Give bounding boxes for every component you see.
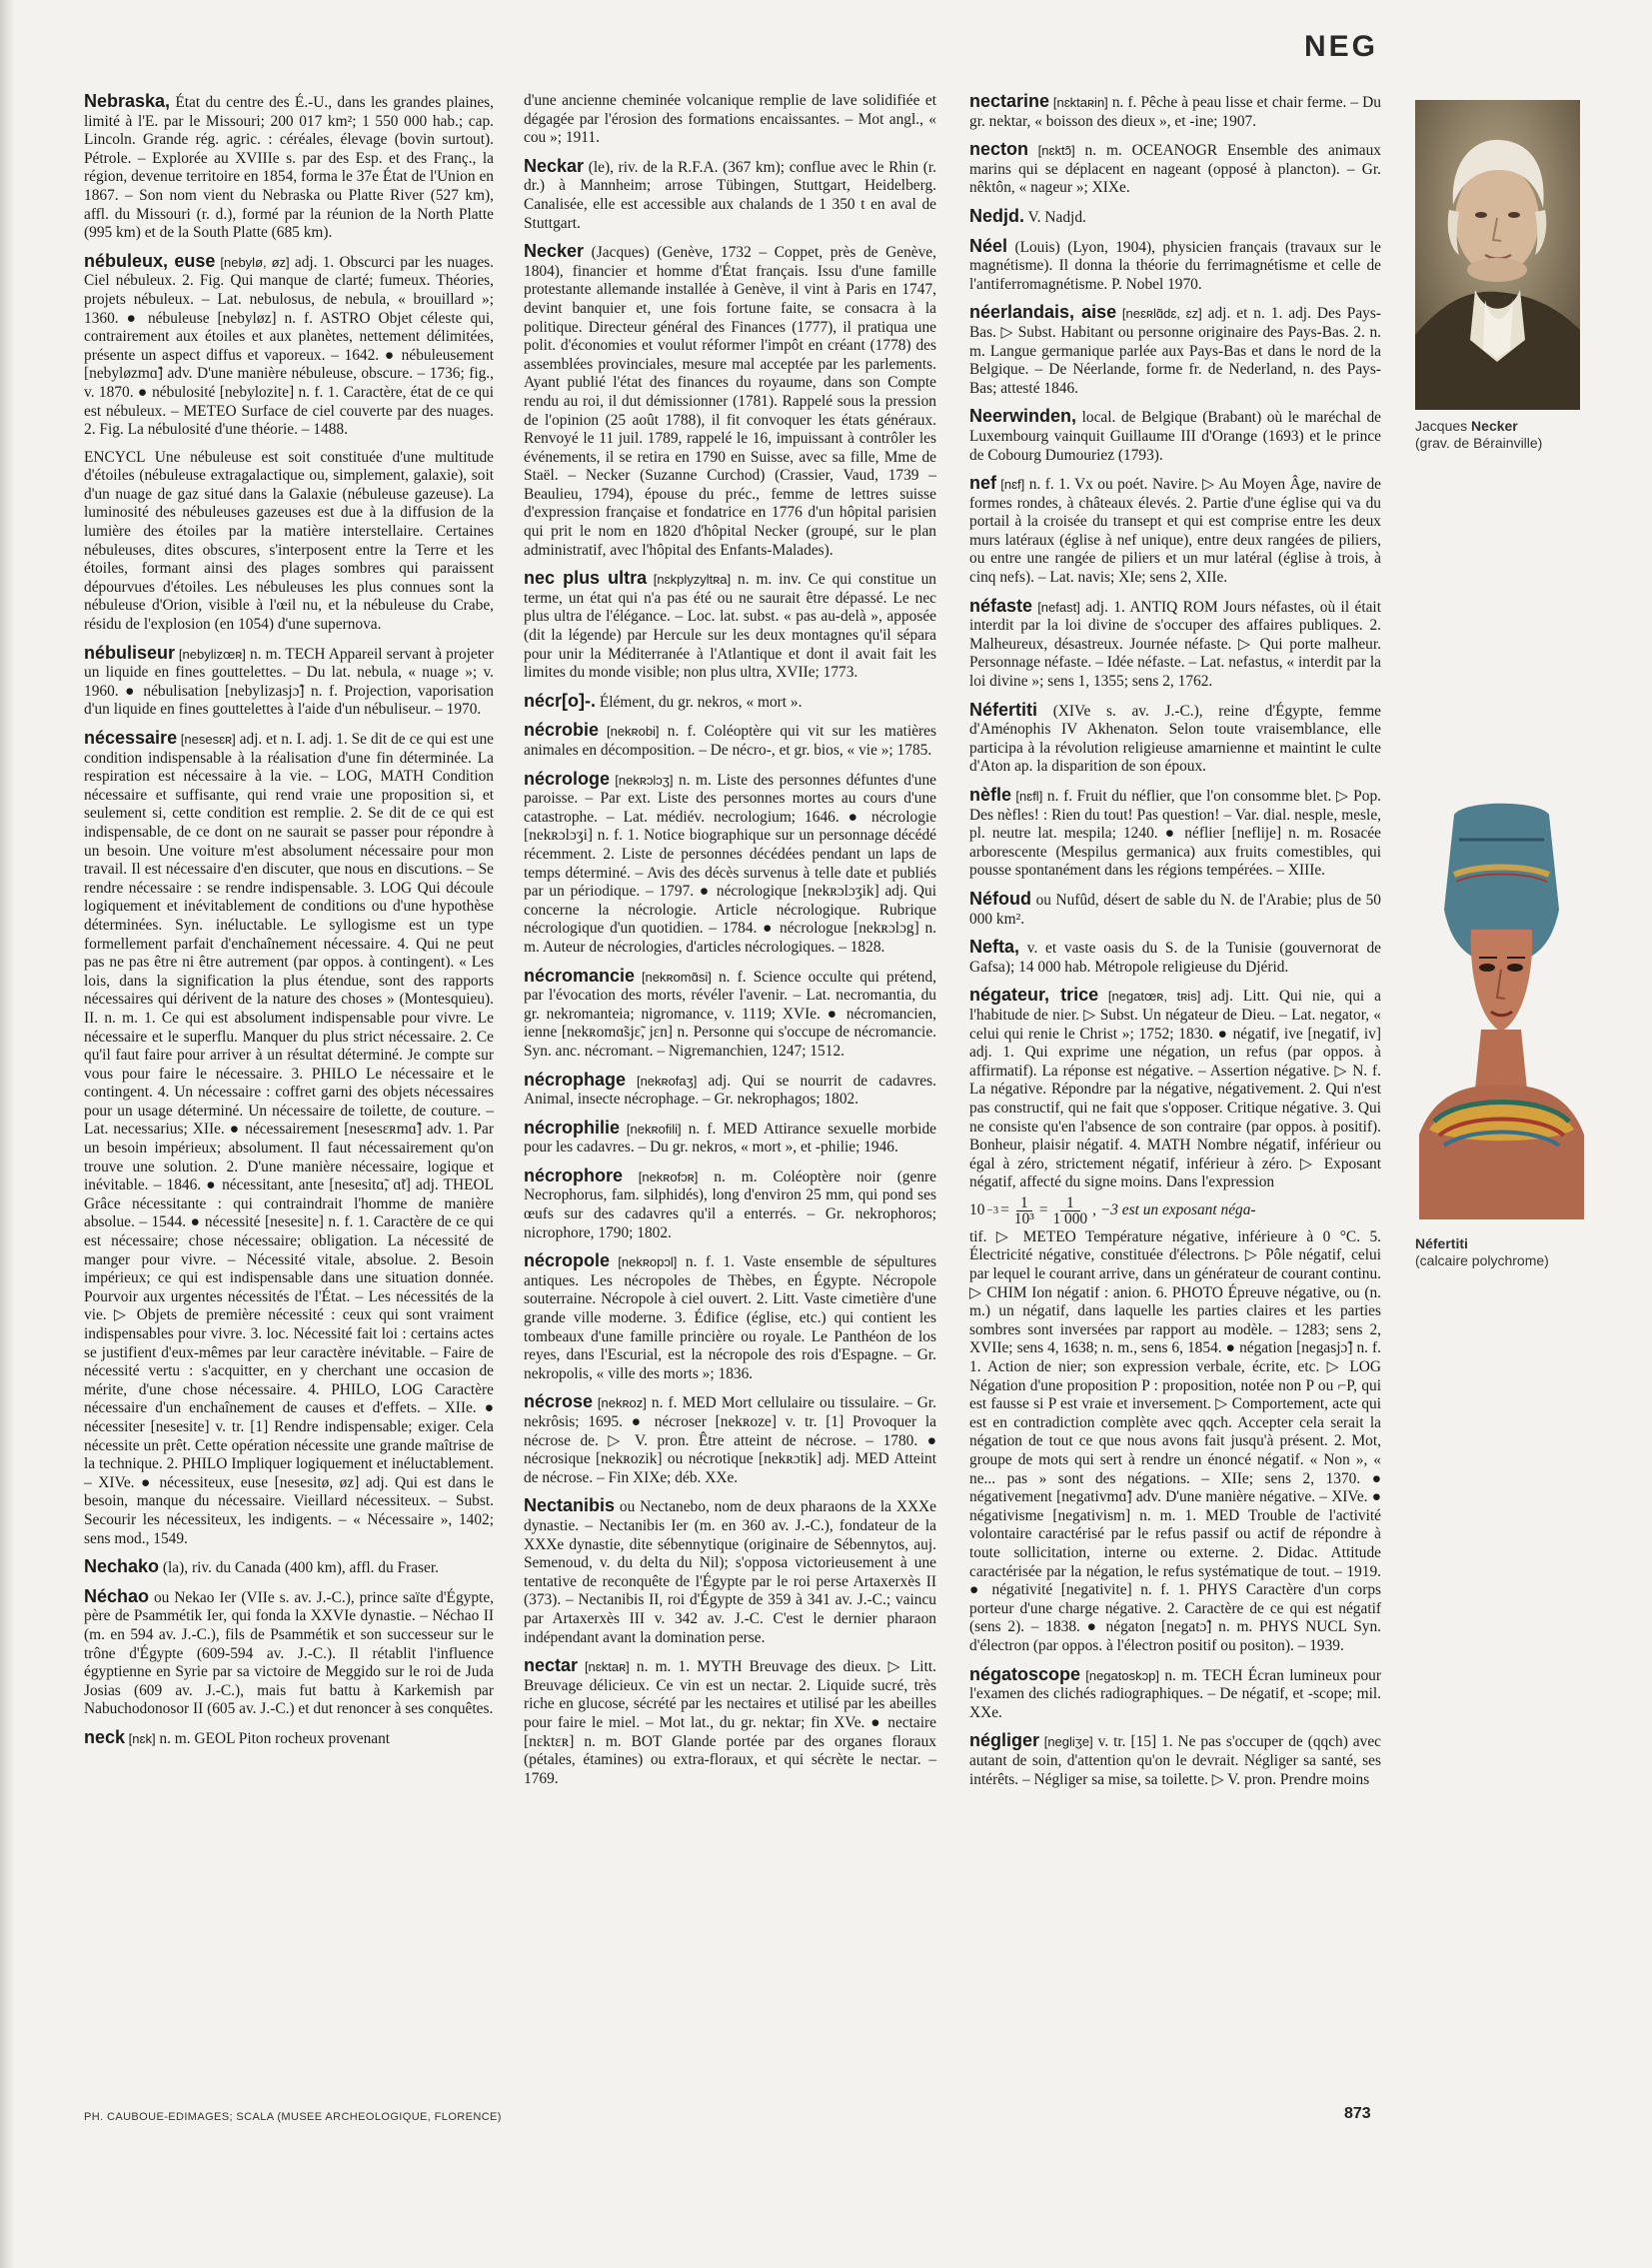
entry-definition: n. f. Pêche à peau lisse et chair ferme. – Du gr. nektar, « boisson des dieux », et -ine; 1907.: [969, 94, 1381, 130]
dictionary-entry: [524, 242, 936, 560]
nefertiti-caption-bold: Néfertiti: [1415, 1235, 1468, 1251]
entry-definition: ou Nekao Ier (VIIe s. av. J.-C.), prince saïte d'Égypte, père de Psammétik Ier, qui fonda la XXVIe dynastie. – Néchao II (m. en 594 av. J.-C.), fils de Psammétik et son successeur sur le trône d'Égypte (609-594 av. J.-C.). Il rétablit l'influence égyptienne en Syrie par sa victoire de Meggido sur le roi de Juda Josias (609 av. J.-C.), mais fut battu à Karkemish par Nabuchodonosor II (605 av. J.-C.) et dut renoncer à ses conquêtes.: [84, 1588, 494, 1718]
nefertiti-caption-sub: (calcaire polychrome): [1415, 1252, 1549, 1268]
formula-equals: =: [1000, 1201, 1009, 1219]
formula-fraction-1: [1014, 1195, 1034, 1226]
dictionary-entry: [524, 569, 936, 683]
necker-portrait-graphic: [1415, 100, 1580, 410]
entry-headword: Néel: [969, 235, 1008, 256]
entry-headword: Necker: [524, 241, 585, 262]
dictionary-entry: [524, 967, 936, 1062]
entry-headword: nec plus ultra: [524, 568, 648, 589]
entry-definition: local. de Belgique (Brabant) où le maréchal de Luxembourg vainquit Guillaume III d'Orange (1693) et le prince de Cobourg Dumouriez (1793).: [969, 409, 1381, 464]
dictionary-entry: [969, 890, 1381, 929]
dictionary-entry: [84, 1728, 494, 1749]
entry-pronunciation: [nesesɛʀ]: [177, 732, 236, 747]
entry-pronunciation: [nekʀomɑ̃si]: [635, 969, 712, 985]
dictionary-entry: [524, 721, 936, 760]
entry-definition: adj. et n. I. adj. 1. Se dit de ce qui est une condition indispensable à la réalisation d'une fin déterminée. La respiration est nécessaire à la vie. – LOG, MATH Condition nécessaire et suffisante, qui rend vraie une proposition si, et seulement si, cette condition est remplie. 2. Se dit de ce qui est indispensable, de ce dont on ne saurait se passer pour répondre à un besoin. Une voiture m'est absolument nécessaire pour mon travail. Il est nécessaire d'en discuter, que nous en discutions. – Se rendre nécessaire : se rendre indispensable. 3. LOG Qui découle logiquement et inévitablement de conditions ou d'une hypothèse déterminées. Syn. inéluctable. Le syllogisme est un type formellement parfait d'enchaînement nécessaire. 4. Qui ne peut pas ne pas être ni être autrement (par oppos. à contingent). « Les lois, dans la signification la plus étendue, sont des rapports nécessaires qui dérivent de la nature des choses » (Montesquieu). II. n. m. 1. Ce qui est absolument indispensable pour vivre. Le nécessaire et le superflu. Manquer du plus strict nécessaire. 2. Ce qu'il faut faire pour arriver à un résultat déterminé. Je compte sur vous pour faire le nécessaire. 3. PHILO Le nécessaire et le contingent. 4. Un nécessaire : coffret garni des objets nécessaires pour un usage déterminé. Un nécessaire de toilette, de couture. – Lat. necessarius; XIIe. ● nécessairement [nesesɛʀmɑ̃] adv. 1. Par un besoin impérieux; absolument. Il faut nécessairement qu'on trouve une solution. 2. D'une manière nécessaire, logique et inévitable. – 1846. ● nécessitant, ante [nesesitɑ̃, ɑ̃t] adj. THEOL Grâce nécessitante : qui contraindrait l'homme de manière absolue. – 1544. ● nécessité [nesesite] n. f. 1. Caractère de ce qui est nécessaire; chose nécessaire; obligation. La nécessité de manger pour vivre. – Nécessité vitale, absolue. 2. Besoin impérieux; ce qui est indispensable dans une situation donnée. Pourvoir aux urgentes nécessités de l'État. – Les nécessités de la vie. ▷ Objets de première nécessité : ceux qui sont vraiment indispensables pour vivre. 3. loc. Nécessité fait loi : certains actes se justifient d'eux-mêmes par leur caractère inévitable. – Faire de nécessité vertu : s'acquitter, en y cherchant une occasion de mérite, d'une chose nécessaire. 4. PHILO, LOG Caractère nécessaire d'un enchaînement de causes et d'effets. – XIIe. ● nécessiter [nesesite] v. tr. [1] Rendre indispensable; exiger. Cela nécessite un prêt. Cette opération nécessite une grande maîtrise de la technique. 2. PHILO Impliquer logiquement et inéluctablement. – XIVe. ● nécessiteux, euse [nesesitø, øz] adj. Qui est dans le besoin, manque du nécessaire. Vieillard nécessiteux. – Subst. Secourir les nécessiteux, les indigents. – « Nécessaire », 1402; sens mod., 1549.: [84, 731, 494, 1547]
entry-headword: nécrose: [524, 1391, 594, 1412]
formula-equals-2: =: [1038, 1201, 1048, 1219]
dictionary-entry: [524, 1166, 936, 1242]
formula-numerator-1: 1: [1016, 1195, 1032, 1211]
dictionary-entry: [969, 407, 1381, 465]
entry-headword: nécrophage: [524, 1069, 627, 1090]
dictionary-entry: [84, 1557, 494, 1578]
dictionary-entry: [524, 770, 936, 958]
entry-headword: Nebraska,: [84, 91, 171, 111]
entry-pronunciation: [nɛktaʀin]: [1049, 95, 1108, 110]
entry-headword: Neckar: [524, 155, 585, 176]
dictionary-entry: [524, 1392, 936, 1487]
entry-pronunciation: [negatoskɔp]: [1080, 1667, 1159, 1683]
entry-definition: adj. Qui se nourrit de cadavres. Animal, insecte nécrophage. – Gr. nekrophagos; 1802.: [524, 1072, 936, 1109]
entry-pronunciation: [nekʀoz]: [593, 1395, 647, 1411]
entry-pronunciation: [nebylizœʀ]: [175, 646, 246, 662]
entry-headword: nécr[o]-.: [524, 690, 596, 711]
dictionary-entry: [524, 1251, 936, 1383]
entry-definition: (XIVe s. av. J.-C.), reine d'Égypte, femme d'Aménophis IV Akhenaton. Selon toute vraisemblance, elle participa à la révolution religieuse amarnienne et maintint le culte d'Aton ap. la disparition de son époux.: [969, 702, 1381, 776]
entry-definition: n. f. Science occulte qui prétend, par l'évocation des morts, révéler l'avenir. – Lat. necromantia, du gr. nekromanteia; nigromance, v. 1119; XVIe. ● nécromancien, ienne [nekʀomɑ̃sjɛ̃, jɛn] n. Personne qui s'occupe de nécromancie. Syn. anc. nécromant. – Nigremanchien, 1247; 1512.: [524, 968, 936, 1060]
entry-headword: nébuliseur: [84, 642, 176, 663]
entry-definition: adj. 1. ANTIQ ROM Jours néfastes, où il était interdit par la loi divine de s'occuper des affaires publiques. 2. Malheureux, désastreux. Journée néfaste. ▷ Qui porte malheur. Personnage néfaste. – Idée néfaste. – Lat. nefastus, « interdit par la loi divine »; sens 1, 1355; sens 2, 1762.: [969, 598, 1381, 691]
page-number: 873: [1344, 2105, 1371, 2122]
entry-definition: V. Nadjd.: [1024, 208, 1086, 226]
dictionary-entry: [969, 786, 1381, 881]
dictionary-entry: [969, 597, 1381, 692]
column-3: [969, 92, 1381, 1798]
entry-headword: négatoscope: [969, 1663, 1081, 1684]
dictionary-entry: [969, 986, 1381, 1192]
entry-pronunciation: [nɛktaʀ]: [578, 1659, 630, 1675]
dictionary-entry: [969, 1228, 1381, 1656]
dictionary-entry: [524, 692, 936, 713]
necker-caption-name: Jacques: [1415, 418, 1468, 434]
dictionary-entry: [84, 92, 494, 243]
entry-definition: v. tr. [15] 1. Ne pas s'occuper de (qqch) avec autant de soin, d'attention qu'on le devrait. Négliger sa santé, ses intérêts. – Négliger sa mise, sa toilette. ▷ V. pron. Prendre moins: [969, 1733, 1381, 1788]
formula-line: [969, 1195, 1381, 1226]
nefertiti-caption: [1415, 1235, 1615, 1269]
entry-headword: Nectanibis: [524, 1495, 616, 1516]
entry-headword: nèfle: [969, 785, 1012, 805]
photo-credit: PH. CAUBOUE-EDIMAGES; SCALA (MUSEE ARCHEOLOGIQUE, FLORENCE): [84, 2111, 502, 2123]
dictionary-entry: [524, 1656, 936, 1788]
entry-definition: (la), riv. du Canada (400 km), affl. du Fraser.: [159, 1559, 439, 1577]
entry-headword: nécropole: [524, 1250, 611, 1271]
entry-definition: ou Nufûd, désert de sable du N. de l'Arabie; plus de 50 000 km².: [969, 891, 1381, 928]
entry-headword: négateur, trice: [969, 985, 1099, 1006]
entry-definition: n. f. 1. Vx ou poét. Navire. ▷ Au Moyen Âge, navire de formes rondes, à châteaux élevés. 2. Partie d'une église qui va du portail à la croisée du transept et qui est comprise entre les deux murs latéraux (église à nef unique), entre deux rangées de piliers, ou entre une rangée de piliers et un mur latéral (église à trois, à cinq nefs). – Lat. navis; XIe; sens 2, XIIe.: [969, 476, 1382, 587]
dictionary-entry: [84, 449, 494, 635]
entry-headword: Nedjd.: [969, 205, 1025, 226]
dictionary-entry: [969, 303, 1381, 398]
entry-headword: nectar: [524, 1655, 579, 1676]
formula-numerator-2: 1: [1060, 1195, 1080, 1211]
entry-definition: n. m. Coléoptère noir (genre Necrophorus, fam. silphidés), long d'environ 25 mm, qui pond ses œufs sur des cadavres qu'il a enterrés. – Gr. nekrophoros; nicrophore, 1790; 1802.: [524, 1167, 937, 1241]
entry-headword: nébuleux, euse: [84, 250, 216, 271]
dictionary-entry: [969, 938, 1381, 977]
entry-headword: nectarine: [969, 91, 1050, 111]
entry-definition: n. m. GEOL Piton rocheux provenant: [155, 1729, 391, 1747]
entry-pronunciation: [nekʀofili]: [620, 1121, 682, 1136]
dictionary-entry: [969, 1731, 1381, 1789]
entry-definition: n. m. OCEANOGR Ensemble des animaux marins qui se déplacent en nageant (opposé à plancton). – Gr. nêktôn, « nageur »; XIXe.: [969, 142, 1382, 197]
entry-definition: (Louis) (Lyon, 1904), physicien français (travaux sur le magnétisme). Il donna la théorie du ferrimagnétisme et celle de l'antiferromagnétisme. P. Nobel 1970.: [969, 238, 1381, 293]
entry-headword: Nechako: [84, 1556, 160, 1577]
entry-headword: néerlandais, aise: [969, 302, 1117, 323]
entry-pronunciation: [nɛkplyzyltʀa]: [647, 572, 732, 588]
dictionary-entry: [524, 1496, 936, 1647]
entry-pronunciation: [neɛʀlɑ̃dɛ, ɛz]: [1116, 306, 1202, 322]
entry-definition: n. f. MED Mort cellulaire ou tissulaire. – Gr. nekrôsis; 1695. ● nécroser [nekʀoze] v. tr. [1] Provoquer la nécrose de. ▷ V. pron. Être atteint de nécrose. – 1780. ● nécrosique [nekʀozik] ou nécrotique [nekʀɔtik] adj. MED Atteint de nécrose. – Fin XIXe; déb. XXe.: [524, 1394, 936, 1486]
entry-headword: nef: [969, 473, 996, 494]
entry-pronunciation: [nekʀopɔl]: [610, 1254, 678, 1270]
dictionary-entry: [524, 157, 936, 233]
entry-pronunciation: [nekʀobi]: [599, 724, 660, 740]
entry-definition: n. m. Liste des personnes défuntes d'une paroisse. – Par ext. Liste des personnes mortes au cours d'une catastrophe. – Lat. médiév. necrologium; 1646. ● nécrologie [nekʀɔlɔʒi] n. f. 1. Notice biographique sur un personnage décédé récemment. 2. Liste de personnes décédées pendant un laps de temps déterminé. – Avis des décès survenus à telle date et publiés par un périodique. – 1797. ● nécrologique [nekʀɔlɔʒik] adj. Qui concerne la nécrologie. Article nécrologique. Rubrique nécrologique d'un quotidien. – 1784. ● nécrologue [nekʀɔlɔg] n. m. Auteur de nécrologies, d'articles nécrologiques. – 1828.: [524, 771, 937, 956]
dictionary-entry: [969, 237, 1381, 295]
running-head: NEG: [1303, 30, 1378, 63]
entry-definition: n. m. inv. Ce qui constitue un terme, un état qui n'a pas été ou ne saurait être dépassé. Le nec plus ultra de l'élégance. – Loc. lat. subst. « pas au-delà », apposée (dit la légende) par Hercule sur les deux montagnes qu'il sépara pour unir la Méditerranée à l'Atlantique et dont il avait fait les limites du monde visible; non plus ultra, XVIIe; 1773.: [524, 571, 936, 682]
entry-definition: adj. 1. Obscurci par les nuages. Ciel nébuleux. 2. Fig. Qui manque de clarté; fumeux. Théories, projets nébuleux. – Lat. nebulosus, de nebula, « brouillard »; 1360. ● nébuleuse [nebyløz] n. f. ASTRO Objet céleste qui, contrairement aux étoiles et aux planètes, nettement délimitées, présente un aspect diffus et vaporeux. – 1642. ● nébuleusement [nebyløzmɑ̃] adv. D'une manière nébuleuse, obscure. – 1736; fig., v. 1870. ● nébulosité [nebylozite] n. f. 1. Caractère, état de ce qui est nébuleux. – METEO Surface de ciel couverte par des nuages. 2. Fig. La nébulosité d'une théorie. – 1488.: [84, 253, 494, 439]
entry-headword: Néfertiti: [969, 699, 1038, 720]
formula-denominator-1: 10³: [1013, 1209, 1034, 1227]
entry-definition: ENCYCL Une nébuleuse est soit constituée d'une multitude d'étoiles (nébuleuse extragalactique ou, simplement, galaxie), soit d'un nuage de gaz situé dans la Galaxie (nébuleuse gazeuse). La luminosité des nébuleuses gazeuses est due à la diffusion de la lumière des étoiles par la matière interstellaire. Certaines nébuleuses, dites obscures, s'interposent entre la Terre et les étoiles, formant ainsi des plages sombres qui paraissent dépourvues d'étoiles. Les nébuleuses les plus connues sont la nébuleuse d'Orion, visible à l'œil nu, et la nébuleuse du Crabe, résidu de l'explosion (en 1054) d'une supernova.: [84, 448, 494, 634]
necker-caption-bold: Necker: [1471, 418, 1518, 434]
entry-definition: n. f. 1. Vaste ensemble de sépultures antiques. Les nécropoles de Thèbes, en Égypte. Nécropole souterraine. Nécropole à ciel ouvert. 2. Litt. Vaste cimetière d'une grande ville moderne. 3. Édifice (église, etc.) qui contient les tombeaux d'une famille princière ou royale. Le Panthéon de los reyes, dans l'Escurial, est la nécropole des rois d'Espagne. – Gr. nekropolis, « ville des morts »; 1836.: [524, 1253, 937, 1382]
dictionary-entry: [969, 140, 1381, 198]
necker-portrait: [1415, 100, 1580, 410]
formula-base: 10: [969, 1201, 985, 1219]
entry-pronunciation: [nekʀofaʒ]: [626, 1073, 698, 1089]
entry-definition: (le), riv. de la R.F.A. (367 km); conflue avec le Rhin (r. dr.) à Mannheim; arrose Tübingen, Stuttgart, Heidelberg. Canalisée, elle est accessible aux chalands de 1 350 t en aval de Stuttgart.: [524, 158, 936, 232]
formula-exponent: −3: [986, 1204, 999, 1217]
dictionary-entry: [524, 1119, 936, 1157]
entry-pronunciation: [negatœʀ, tʀis]: [1098, 989, 1201, 1005]
entry-headword: Néchao: [84, 1585, 150, 1606]
entry-headword: neck: [84, 1726, 126, 1747]
column-3-part-b: [969, 1228, 1381, 1789]
entry-headword: nécessaire: [84, 728, 178, 748]
dictionary-entry: [969, 207, 1381, 228]
entry-pronunciation: [nebylø, øz]: [215, 254, 290, 270]
entry-definition: (Jacques) (Genève, 1732 – Coppet, près de Genève, 1804), financier et homme d'État français. Issu d'une famille protestante allemande installée à Genève, il vint à Paris en 1747, devint banquier et, une fois fortune faite, se consacra à la politique. Directeur général des Finances (1777), il pratiqua une polit. d'économies et voulut réformer l'impôt en créant (1778) des assemblées provinciales, mesure mal acceptée par les parlements. Ayant publié l'état des finances du royaume, dans son Compte rendu au roi, il dut démissionner (1781). Rappelé sous la pression de l'opinion (25 août 1788), il fit convoquer les états généraux. Renvoyé le 11 juil. 1789, rappelé le 16, impuissant à contrôler les événements, il se retira en 1790 en Suisse, avec sa fille, Mme de Staël. – Necker (Suzanne Curchod) (Crassier, Vaud, 1739 – Beaulieu, 1794), épouse du préc., femme de lettres suisse d'expression française et fondatrice en 1776 d'un hôpital parisien qui prit le nom en 1820 d'hôpital Necker (groupé, sur le plan administratif, avec l'hôpital des Enfants-Malades).: [524, 244, 936, 559]
entry-pronunciation: [nɛk]: [125, 1730, 156, 1746]
dictionary-entry: [84, 729, 494, 1548]
entry-definition: ou Nectanebo, nom de deux pharaons de la XXXe dynastie. – Nectanibis Ier (m. en 360 av. J.-C.), fondateur de la XXXe dynastie, dite sébennytique (originaire de Sébennytos, auj. Semenoud, v. du delta du Nil); s'opposa victorieusement à une tentative de reconquête de l'Égypte par le roi perse Artaxerxès II (373). – Nectanibis II, roi d'Égypte de 359 à 341 av. J.-C.; vaincu par Artaxerxès III v. 342 av. J.-C. C'est le dernier pharaon indépendant avant la domination perse.: [524, 1498, 936, 1646]
entry-definition: État du centre des É.-U., dans les grandes plaines, limité à l'E. par le Missouri; 200 017 km²; 1 550 000 hab.; cap. Lincoln. Grande rég. agric. : céréales, élevage (bovin surtout). Pétrole. – Explorée au XVIIIe s. par des Esp. et des Franç., la région, devenue territoire en 1854, forma le 37e État de l'Union en 1867. – Son nom vient du Nebraska ou Platte River (527 km), affl. du Missouri (r. d.), formé par la réunion de la North Platte (995 km) et de la South Platte (685 km).: [84, 94, 494, 242]
dictionary-entry: [84, 252, 494, 440]
column-1: [84, 92, 494, 1757]
entry-definition: v. et vaste oasis du S. de la Tunisie (gouvernorat de Gafsa); 14 000 hab. Métropole religieuse du Djérid.: [969, 940, 1381, 976]
formula-fraction-2: [1053, 1195, 1088, 1226]
entry-definition: n. m. TECH Appareil servant à projeter un liquide en fines gouttelettes. – Du lat. nebula, « nuage »; v. 1960. ● nébulisation [nebylizasjɔ̃] n. f. Projection, vaporisation d'un liquide en fines gouttelettes à l'aide d'un nébuliseur. – 1970.: [84, 645, 494, 719]
dictionary-entry: [84, 1587, 494, 1719]
entry-headword: nécrobie: [524, 720, 600, 741]
entry-definition: adj. Litt. Qui nie, qui a l'habitude de nier. ▷ Subst. Un négateur de Dieu. – Lat. negator, « celui qui renie le Christ »; 1752; 1830. ● négatif, ive [negatif, iv] adj. 1. Qui exprime une négation, un refus (par oppos. à affirmatif). La réponse est négative. – Assertion négative. ▷ N. f. La négative. Répondre par la négative, négativement. 2. Qui n'est pas constructif, qui ne fait que s'opposer. Critique négative. 3. Qui ne consiste qu'en l'absence de son contraire (par oppos. à positif). Bonheur, plaisir négatif. 4. MATH Nombre négatif, inférieur ou égal à zéro, strictement négatif, inférieur à zéro. ▷ Exposant négatif, affecté du signe moins. Dans l'expression: [969, 988, 1381, 1191]
necker-caption: [1415, 418, 1615, 452]
formula-denominator-2: 1 000: [1052, 1209, 1088, 1227]
dictionary-entry: [969, 701, 1381, 777]
entry-headword: néfaste: [969, 595, 1033, 616]
dictionary-entry: [524, 1071, 936, 1110]
entry-pronunciation: [nekʀofɔʀ]: [623, 1168, 699, 1184]
formula-tail: , −3 est un exposant néga-: [1092, 1201, 1256, 1219]
dictionary-entry: [524, 92, 936, 148]
entry-definition: n. f. Coléoptère qui vit sur les matières animales en décomposition. – De nécro-, et gr. bios, « vie »; 1785.: [524, 723, 936, 759]
entry-definition: n. m. TECH Écran lumineux pour l'examen des clichés radiographiques. – De négatif, et -scope; mil. XXe.: [969, 1666, 1381, 1721]
entry-pronunciation: [nɛf]: [996, 477, 1025, 493]
entry-definition: Élément, du gr. nekros, « mort ».: [596, 693, 803, 711]
entry-headword: necton: [969, 139, 1029, 160]
entry-definition: n. f. MED Attirance sexuelle morbide pour les cadavres. – Du gr. nekros, « mort », et -philie; 1946.: [524, 1120, 936, 1156]
entry-headword: nécromancie: [524, 965, 636, 986]
entry-definition: n. f. Fruit du néflier, que l'on consomme blet. ▷ Pop. Des nèfles! : Rien du tout! Pas question! – Var. dial. nesple, mesle, pl. neutre lat. mespila; 1240. ● néflier [neflije] n. m. Rosacée arborescente (Mespilus germanica) aux fruits comestibles, qui pousse spontanément dans les régions tempérées. – XIIIe.: [969, 788, 1381, 880]
nefertiti-bust-graphic: [1409, 800, 1594, 1219]
entry-headword: nécrophore: [524, 1164, 624, 1185]
dictionary-entry: [969, 1665, 1381, 1723]
entry-definition: d'une ancienne cheminée volcanique remplie de lave solidifiée et dégagée par l'érosion des formations encaissantes. – Mot angl., « cou »; 1911.: [524, 92, 936, 147]
entry-definition: tif. ▷ METEO Température négative, inférieure à 0 °C. 5. Électricité négative, constituée d'électrons. ▷ Pôle négatif, celui par lequel le courant arrive, dans un générateur de courant continu. ▷ CHIM Ion négatif : anion. 6. PHOTO Épreuve négative, ou (n. m.) un négatif, dans laquelle les parties claires et les parties sombres sont inversées par rapport au modèle. – 1283; sens 2, XVIIe; sens 4, 1638; n. m., sens 6, 1854. ● négation [negasjɔ̃] n. f. 1. Action de nier; son expression verbale, écrite, etc. ▷ LOG Négation d'une proposition P : proposition, notée non P ou ⌐P, qui est fausse si P est vraie et inversement. ▷ Comportement, acte qui est en contradiction complète avec qqch. Accepter cela serait la négation de tout ce que nous avons fait jusqu'à présent. 2. Mot, groupe de mots qui sert à rendre un énoncé négatif. « Non », « ne... pas » sont des négations. – XIIe; sens 2, 1370. ● négativement [negativmɑ̃] adv. D'une manière négative. – XIVe. ● négativisme [negativism] n. m. 1. MED Trouble de l'activité volontaire caractérisé par le refus passif ou actif de répondre à toute sollicitation, interne ou externe. 2. Didac. Attitude caractérisée par la négation, le refus systématique de tout. – 1919. ● négativité [negativite] n. f. 1. PHYS Caractère d'un corps porteur d'une charge négative. 2. Caractère de ce qui est négatif (sens 2). – 1838. ● négaton [negatɔ̃] n. m. PHYS NUCL Syn. d'électron (par oppos. à l'électron positif ou positon). – 1939.: [969, 1227, 1381, 1654]
necker-caption-sub: (grav. de Bérainville): [1415, 435, 1543, 451]
entry-headword: Neerwinden,: [969, 406, 1077, 427]
entry-pronunciation: [nefast]: [1032, 599, 1080, 615]
page-edge: [0, 0, 14, 2268]
dictionary-entry: [969, 92, 1381, 131]
entry-headword: Néfoud: [969, 888, 1031, 909]
entry-pronunciation: [nekʀɔlɔʒ]: [610, 772, 674, 788]
entry-pronunciation: [negliʒe]: [1039, 1734, 1093, 1750]
nefertiti-bust: [1409, 800, 1594, 1219]
column-3-part-a: [969, 92, 1381, 1192]
entry-pronunciation: [nɛktɔ̃]: [1028, 143, 1075, 159]
dictionary-entry: [969, 474, 1381, 588]
entry-definition: adj. et n. 1. adj. Des Pays-Bas. ▷ Subst. Habitant ou personne originaire des Pays-Bas. 2. n. m. Langue germanique parlée aux Pays-Bas et dans le nord de la Belgique. – De Néerlande, forme fr. de Nederland, n. des Pays-Bas; attesté 1846.: [969, 305, 1381, 397]
entry-headword: nécrologe: [524, 768, 611, 789]
entry-definition: n. m. 1. MYTH Breuvage des dieux. ▷ Litt. Breuvage délicieux. Ce vin est un nectar. 2. Liquide sucré, très riche en glucose, sécrété par les nectaires et utilisé par les abeilles pour faire le miel. – Mot lat., du gr. nektar; fin XVe. ● nectaire [nɛktɛʀ] n. m. BOT Glande portée par des organes floraux (pétales, étamines) ou extra-floraux, et qui sécrète le nectar. – 1769.: [524, 1658, 936, 1787]
dictionary-entry: [84, 644, 494, 720]
entry-headword: Nefta,: [969, 937, 1020, 958]
column-2: [524, 92, 936, 1797]
entry-headword: nécrophilie: [524, 1117, 621, 1137]
entry-headword: négliger: [969, 1730, 1040, 1751]
entry-pronunciation: [nɛfl]: [1011, 789, 1043, 804]
